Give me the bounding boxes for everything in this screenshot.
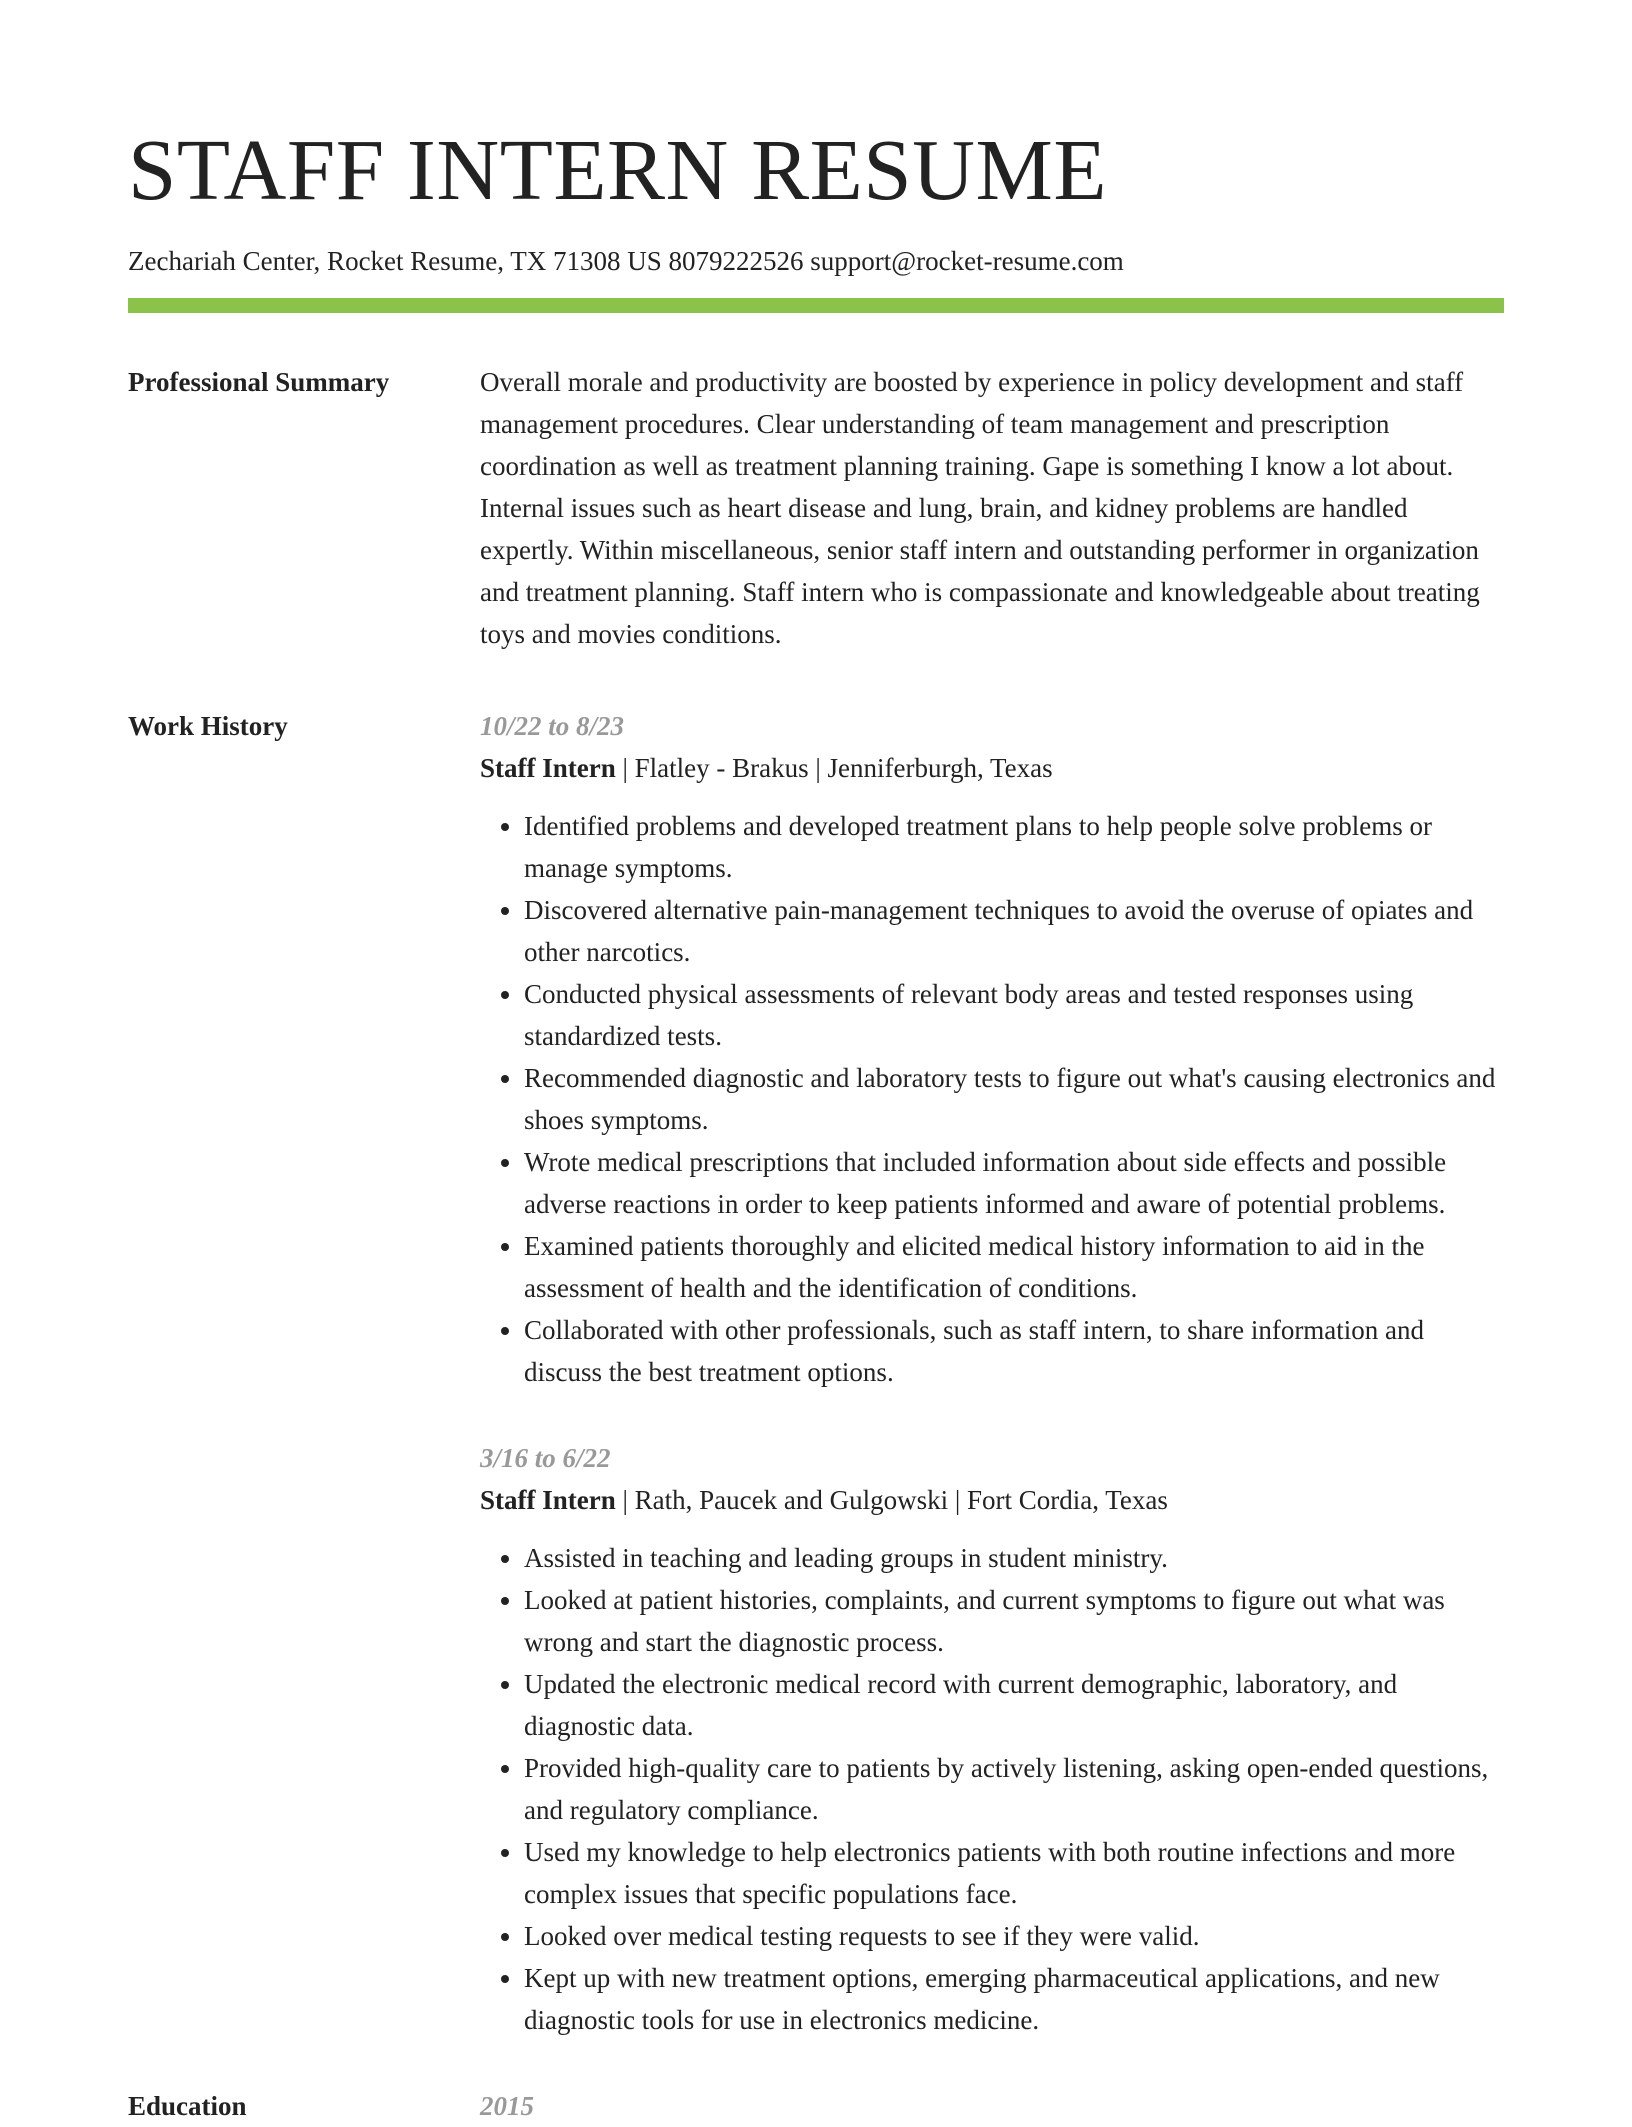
- job-bullet: • Examined patients thoroughly and elicited medical history information to aid in the assessment of health and the identification of conditions.: [524, 1225, 1504, 1309]
- resume-title: STAFF INTERN RESUME: [128, 121, 1107, 218]
- job-bullet: • Looked over medical testing requests to see if they were valid.: [524, 1915, 1504, 1957]
- job-bullet: • Provided high-quality care to patients by actively listening, asking open-ended questions, and regulatory compliance.: [524, 1747, 1504, 1831]
- job-dates: 10/22 to 8/23: [480, 711, 625, 741]
- job-heading: [480, 1479, 1504, 1521]
- job-dates: 3/16 to 6/22: [480, 1443, 611, 1473]
- job-entry: [480, 1437, 1504, 2041]
- summary-section: [128, 361, 1504, 655]
- education-label: Education: [128, 2091, 247, 2121]
- job-bullet: • Kept up with new treatment options, emerging pharmaceutical applications, and new diagnostic tools for use in electronics medicine.: [524, 1957, 1504, 2041]
- education-dates: 2015: [480, 2091, 534, 2121]
- work-history-label: Work History: [128, 711, 288, 741]
- summary-text: Overall morale and productivity are boosted by experience in policy development and staff management procedures. Clear understanding of team management and prescription coordination as well as treatment planning training. Gape is something I know a lot about. Internal issues such as heart disease and lung, brain, and kidney problems are handled expertly. Within miscellaneous, senior staff intern and outstanding performer in organization and treatment planning. Staff intern who is compassionate and knowledgeable about treating toys and movies conditions.: [480, 367, 1480, 649]
- job-bullet: • Assisted in teaching and leading groups in student ministry.: [524, 1537, 1504, 1579]
- job-bullet: • Recommended diagnostic and laboratory tests to figure out what's causing electronics and shoes symptoms.: [524, 1057, 1504, 1141]
- job-bullet: • Identified problems and developed treatment plans to help people solve problems or manage symptoms.: [524, 805, 1504, 889]
- job-bullet: • Used my knowledge to help electronics patients with both routine infections and more complex issues that specific populations face.: [524, 1831, 1504, 1915]
- summary-body: [480, 361, 1504, 655]
- job-bullet: • Discovered alternative pain-management techniques to avoid the overuse of opiates and other narcotics.: [524, 889, 1504, 973]
- summary-label: Professional Summary: [128, 367, 390, 397]
- job-entry: [480, 705, 1504, 1393]
- job-heading: [480, 747, 1504, 789]
- job-bullet: • Wrote medical prescriptions that included information about side effects and possible adverse reactions in order to keep patients informed and aware of potential problems.: [524, 1141, 1504, 1225]
- job-bullet: • Collaborated with other professionals, such as staff intern, to share information and discuss the best treatment options.: [524, 1309, 1504, 1393]
- job-title: Staff Intern: [480, 753, 616, 783]
- job-bullet: • Looked at patient histories, complaints, and current symptoms to figure out what was wrong and start the diagnostic process.: [524, 1579, 1504, 1663]
- work-history-section: [128, 705, 1504, 2085]
- job-details: | Flatley - Brakus | Jenniferburgh, Texas: [615, 753, 1053, 783]
- education-body: [480, 2085, 1504, 2127]
- job-title: Staff Intern: [480, 1485, 616, 1515]
- contact-line: Zechariah Center, Rocket Resume, TX 71308 US 8079222526 support@rocket-resume.com: [128, 246, 1124, 276]
- job-bullet-list: [480, 805, 1504, 1393]
- job-bullet: • Conducted physical assessments of relevant body areas and tested responses using standardized tests.: [524, 973, 1504, 1057]
- education-section: [128, 2085, 1504, 2127]
- job-bullet-list: [480, 1537, 1504, 2041]
- accent-divider: [128, 298, 1504, 313]
- work-history-body: [480, 705, 1504, 2085]
- job-details: | Rath, Paucek and Gulgowski | Fort Cordia, Texas: [615, 1485, 1168, 1515]
- job-bullet: • Updated the electronic medical record with current demographic, laboratory, and diagnostic data.: [524, 1663, 1504, 1747]
